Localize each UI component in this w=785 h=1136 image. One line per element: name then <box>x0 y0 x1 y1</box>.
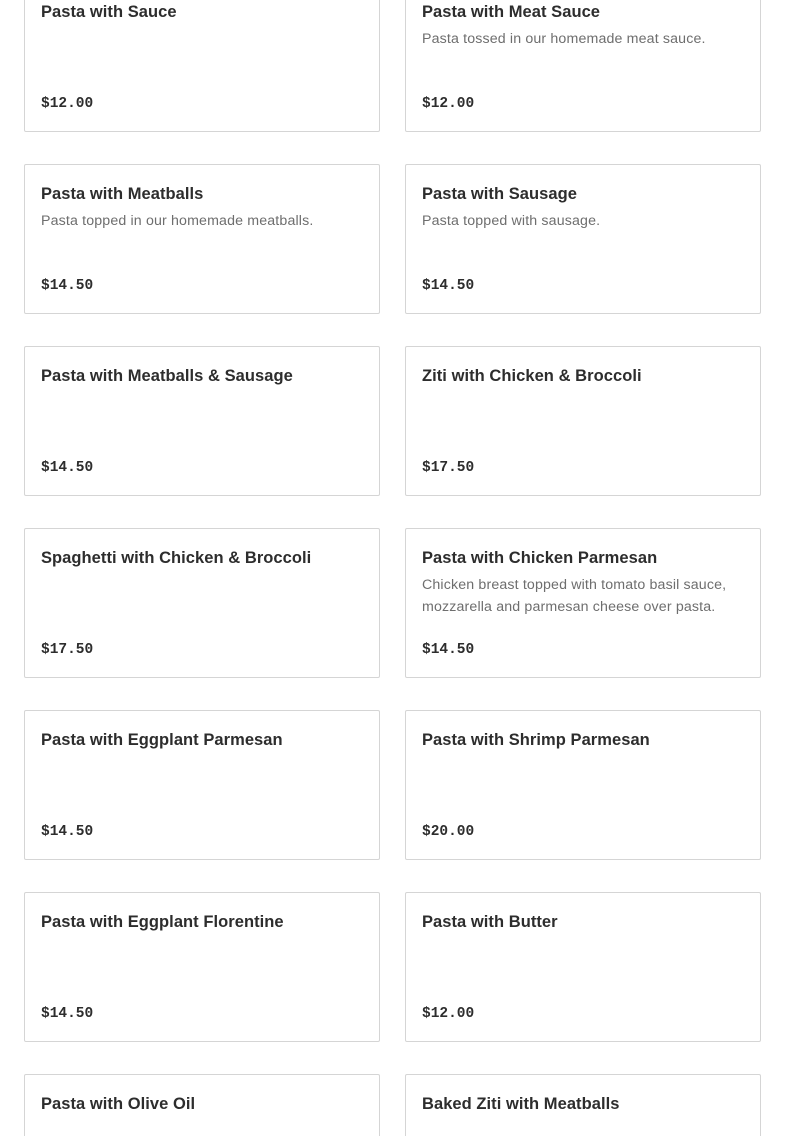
menu-item-price: $12.00 <box>422 96 475 112</box>
menu-item-card[interactable] <box>405 528 761 678</box>
menu-item-price: $12.00 <box>41 96 94 112</box>
menu-item-name: Pasta with Butter <box>422 913 558 931</box>
menu-item-name: Spaghetti with Chicken & Broccoli <box>41 549 312 567</box>
menu-item-name: Pasta with Eggplant Florentine <box>41 913 284 931</box>
menu-item-card[interactable] <box>405 346 761 496</box>
menu-item-grid <box>24 0 761 1136</box>
menu-item-description: Pasta topped in our homemade meatballs. <box>41 213 314 229</box>
menu-item-price: $12.00 <box>422 1006 475 1022</box>
menu-item-card[interactable] <box>24 346 380 496</box>
menu-item-price: $14.50 <box>422 278 475 294</box>
menu-item-card[interactable] <box>24 710 380 860</box>
menu-item-price: $17.50 <box>422 460 475 476</box>
menu-item-name: Pasta with Chicken Parmesan <box>422 549 658 567</box>
menu-item-name: Pasta with Meatballs <box>41 185 204 203</box>
menu-item-card[interactable] <box>24 528 380 678</box>
menu-item-description: Chicken breast topped with tomato basil sauce, mozzarella and parmesan cheese over pasta. <box>422 577 727 615</box>
menu-item-card[interactable] <box>405 1074 761 1136</box>
menu-item-card[interactable] <box>405 710 761 860</box>
menu-item-description: Pasta tossed in our homemade meat sauce. <box>422 31 706 47</box>
menu-item-name: Pasta with Meatballs & Sausage <box>41 367 293 385</box>
menu-item-card[interactable] <box>405 0 761 132</box>
menu-item-name: Ziti with Chicken & Broccoli <box>422 367 642 385</box>
menu-item-name: Pasta with Eggplant Parmesan <box>41 731 283 749</box>
menu-item-name: Pasta with Sauce <box>41 3 177 21</box>
menu-item-card[interactable] <box>405 892 761 1042</box>
menu-item-price: $14.50 <box>41 278 94 294</box>
menu-item-card[interactable] <box>24 164 380 314</box>
menu-item-price: $14.50 <box>41 824 94 840</box>
menu-item-name: Pasta with Olive Oil <box>41 1095 196 1113</box>
menu-item-price: $14.50 <box>422 642 475 658</box>
menu-item-name: Baked Ziti with Meatballs <box>422 1095 620 1113</box>
menu-item-name: Pasta with Shrimp Parmesan <box>422 731 650 749</box>
menu-item-description: Pasta topped with sausage. <box>422 213 601 229</box>
menu-item-price: $20.00 <box>422 824 475 840</box>
menu-item-card[interactable] <box>24 892 380 1042</box>
menu-item-price: $14.50 <box>41 1006 94 1022</box>
menu-item-card[interactable] <box>24 1074 380 1136</box>
menu-item-card[interactable] <box>24 0 380 132</box>
menu-item-name: Pasta with Sausage <box>422 185 577 203</box>
menu-item-price: $17.50 <box>41 642 94 658</box>
menu-item-name: Pasta with Meat Sauce <box>422 3 601 21</box>
menu-item-card[interactable] <box>405 164 761 314</box>
menu-item-price: $14.50 <box>41 460 94 476</box>
